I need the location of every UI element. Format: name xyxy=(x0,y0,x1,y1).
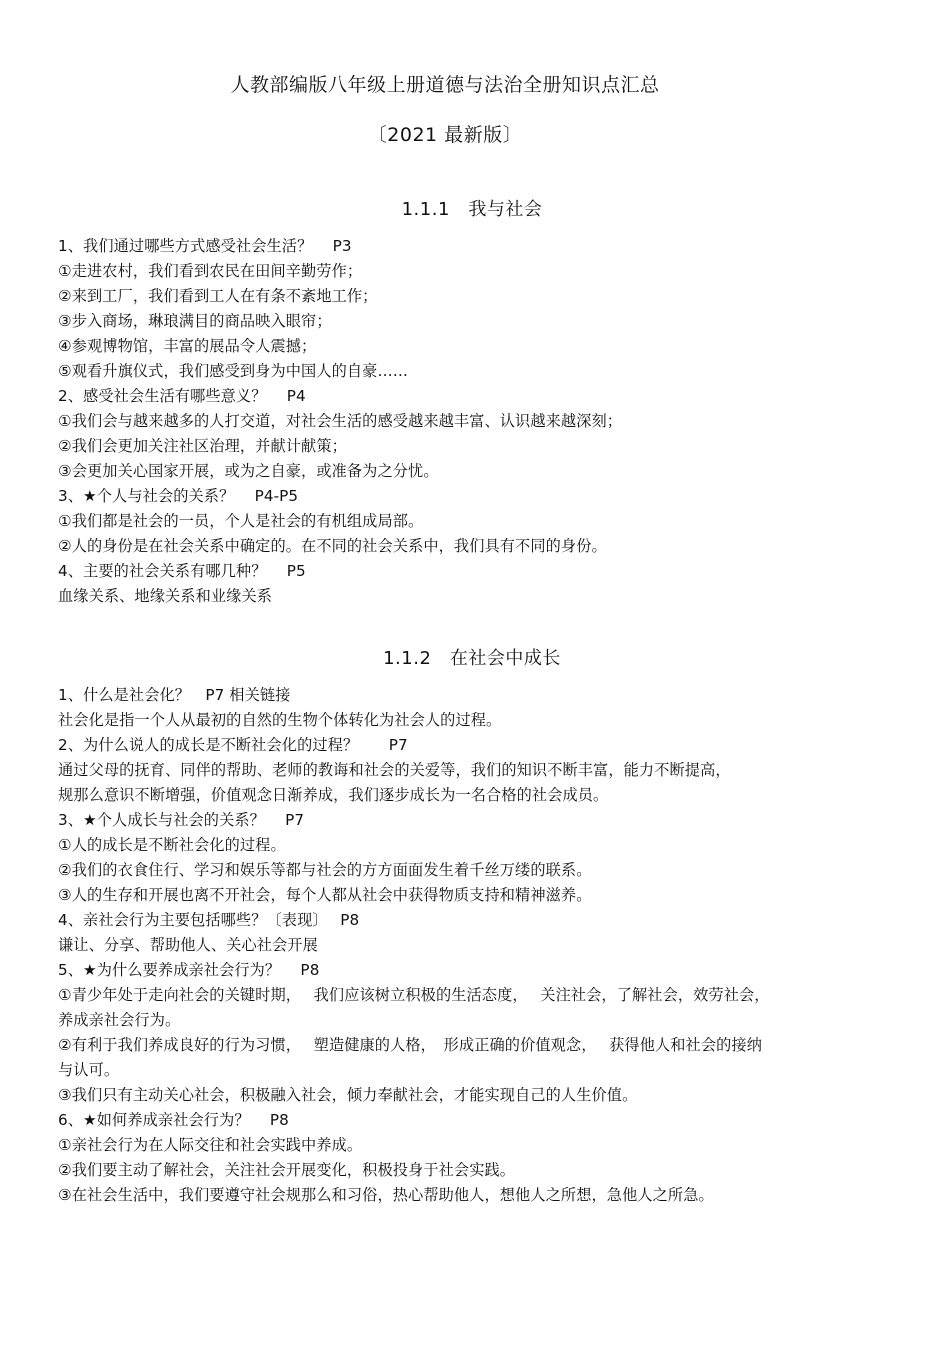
answer-line: ④参观博物馆，丰富的展品令人震撼； xyxy=(58,337,317,355)
answer-line: ②人的身份是在社会关系中确定的。在不同的社会关系中，我们具有不同的身份。 xyxy=(58,537,607,555)
section-content xyxy=(58,234,900,609)
answer-line: ①我们会与越来越多的人打交道，对社会生活的感受越来越丰富、认识越来越深刻； xyxy=(58,412,623,430)
answer-line: ③步入商场，琳琅满目的商品映入眼帘； xyxy=(58,312,332,330)
question-line: 4、亲社会行为主要包括哪些？〔表现〕 P8 xyxy=(58,911,360,929)
answer-line: ①青少年处于走向社会的关键时期， 我们应该树立积极的生活态度， 关注社会，了解社会，效劳社会， xyxy=(58,986,770,1004)
answer-line: ②我们要主动了解社会，关注社会开展变化，积极投身于社会实践。 xyxy=(58,1161,516,1179)
answer-line: ③人的生存和开展也离不开社会，每个人都从社会中获得物质支持和精神滋养。 xyxy=(58,886,592,904)
answer-line: ③在社会生活中，我们要遵守社会规那么和习俗，热心帮助他人，想他人之所想，急他人之所急。 xyxy=(58,1186,714,1204)
answer-line: 与认可。 xyxy=(58,1061,120,1079)
section-content xyxy=(58,683,900,1208)
section-heading: 1.1.1 我与社会 xyxy=(401,199,543,220)
answer-line: ②我们会更加关注社区治理，并献计献策； xyxy=(58,437,347,455)
answer-line: ①我们都是社会的一员，个人是社会的有机组成局部。 xyxy=(58,512,424,530)
question-line: 4、主要的社会关系有哪几种？ P5 xyxy=(58,562,306,580)
question-line: 6、★如何养成亲社会行为？ P8 xyxy=(58,1111,289,1129)
question-line: 2、感受社会生活有哪些意义？ P4 xyxy=(58,387,306,405)
answer-line: ①人的成长是不断社会化的过程。 xyxy=(58,836,286,854)
section-heading: 1.1.2 在社会中成长 xyxy=(383,648,561,669)
question-line: 1、我们通过哪些方式感受社会生活？ P3 xyxy=(58,237,352,255)
question-line: 3、★个人与社会的关系？ P4-P5 xyxy=(58,487,299,505)
question-line: 1、什么是社会化？ P7 相关链接 xyxy=(58,686,291,704)
answer-line: ③会更加关心国家开展，或为之自豪，或准备为之分忧。 xyxy=(58,462,439,480)
answer-line: ①亲社会行为在人际交往和社会实践中养成。 xyxy=(58,1136,363,1154)
answer-line: 社会化是指一个人从最初的自然的生物个体转化为社会人的过程。 xyxy=(58,711,502,729)
answer-line: 养成亲社会行为。 xyxy=(58,1011,181,1029)
answer-line: 通过父母的抚育、同伴的帮助、老师的教诲和社会的关爱等，我们的知识不断丰富，能力不断提高， xyxy=(58,761,731,779)
answer-line: ⑤观看升旗仪式，我们感受到身为中国人的自豪…… xyxy=(58,362,409,380)
document-title: 人教部编版八年级上册道德与法治全册知识点汇总 xyxy=(230,74,660,96)
answer-line: ②有利于我们养成良好的行为习惯， 塑造健康的人格， 形成正确的价值观念， 获得他人和社会的接纳 xyxy=(58,1036,762,1054)
answer-line: 血缘关系、地缘关系和业缘关系 xyxy=(58,587,273,605)
question-line: 5、★为什么要养成亲社会行为？ P8 xyxy=(58,961,320,979)
answer-line: 规那么意识不断增强，价值观念日渐养成，我们逐步成长为一名合格的社会成员。 xyxy=(58,786,609,804)
answer-line: ③我们只有主动关心社会，积极融入社会，倾力奉献社会，才能实现自己的人生价值。 xyxy=(58,1086,638,1104)
question-line: 3、★个人成长与社会的关系？ P7 xyxy=(58,811,305,829)
answer-line: ②来到工厂，我们看到工人在有条不紊地工作； xyxy=(58,287,378,305)
answer-line: ①走进农村，我们看到农民在田间辛勤劳作； xyxy=(58,262,363,280)
answer-line: 谦让、分享、帮助他人、关心社会开展 xyxy=(58,936,318,954)
answer-line: ②我们的衣食住行、学习和娱乐等都与社会的方方面面发生着千丝万缕的联系。 xyxy=(58,861,592,879)
question-line: 2、为什么说人的成长是不断社会化的过程？ P7 xyxy=(58,736,408,754)
document-subtitle: 〔2021 最新版〕 xyxy=(367,124,523,146)
